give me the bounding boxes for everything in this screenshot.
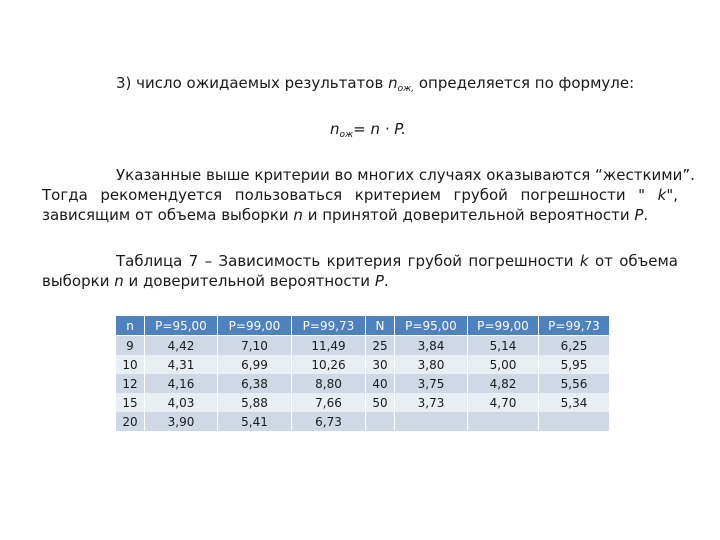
table-cell: 4,70 xyxy=(468,393,539,412)
paragraph-line-2 xyxy=(42,186,678,204)
table-cell: 3,80 xyxy=(395,355,468,374)
header-cell: P=99,00 xyxy=(468,316,539,336)
header-cell: P=95,00 xyxy=(145,316,218,336)
paragraph-line-2-end: ", xyxy=(666,186,678,204)
table-cell: 50 xyxy=(366,393,395,412)
table-cell xyxy=(395,412,468,431)
formula-intro-subscript: ож, xyxy=(397,84,415,94)
table-row xyxy=(116,412,610,431)
criterion-table xyxy=(116,316,610,431)
paragraph-line-3-a: зависящим от объема выборки xyxy=(42,206,294,224)
paragraph-line-3 xyxy=(42,206,648,224)
table-header-row xyxy=(116,316,610,336)
table-caption-line-1 xyxy=(116,252,678,270)
paragraph-line-1: Указанные выше критерии во многих случаях оказываются “жесткими”. xyxy=(116,166,695,184)
header-cell: P=99,73 xyxy=(292,316,366,336)
table-cell: 7,66 xyxy=(292,393,366,412)
table-cell: 5,41 xyxy=(218,412,292,431)
table-caption-line-2 xyxy=(42,272,389,290)
table-caption-var-p: P xyxy=(374,272,384,290)
table-cell: 3,75 xyxy=(395,374,468,393)
table-cell: 30 xyxy=(366,355,395,374)
table-cell: 7,10 xyxy=(218,336,292,356)
table-cell: 6,25 xyxy=(539,336,610,356)
table-cell xyxy=(539,412,610,431)
table-cell: 6,73 xyxy=(292,412,366,431)
table-cell: 3,73 xyxy=(395,393,468,412)
table-cell: 20 xyxy=(116,412,145,431)
table-cell: 40 xyxy=(366,374,395,393)
table-row xyxy=(116,393,610,412)
header-cell: n xyxy=(116,316,145,336)
table-caption-line-2-a: выборки xyxy=(42,272,115,290)
formula xyxy=(330,120,406,144)
table-caption-var-n: n xyxy=(114,272,124,290)
table-cell: 5,56 xyxy=(539,374,610,393)
table-cell: 25 xyxy=(366,336,395,356)
formula-rhs: = n · P. xyxy=(353,120,407,138)
header-cell: P=99,73 xyxy=(539,316,610,336)
paragraph-line-3-c: . xyxy=(643,206,649,224)
table-caption-text: Таблица 7 – Зависимость критерия грубой погрешности xyxy=(116,252,580,270)
table-cell: 4,16 xyxy=(145,374,218,393)
table-cell xyxy=(468,412,539,431)
table-cell: 8,80 xyxy=(292,374,366,393)
formula-intro-before: 3) число ожидаемых результатов xyxy=(116,74,389,92)
table-caption-line-2-b: и доверительной вероятности xyxy=(123,272,375,290)
paragraph-line-3-b: и принятой доверительной вероятности xyxy=(302,206,635,224)
paragraph-line-3-var-p: P xyxy=(634,206,644,224)
table-caption-variable: k xyxy=(579,252,589,270)
table-cell: 4,42 xyxy=(145,336,218,356)
header-cell: P=95,00 xyxy=(395,316,468,336)
formula-intro-after: определяется по формуле: xyxy=(414,74,635,92)
table-cell: 4,82 xyxy=(468,374,539,393)
table-cell: 5,34 xyxy=(539,393,610,412)
table-row xyxy=(116,374,610,393)
table-cell: 9 xyxy=(116,336,145,356)
formula-lhs-variable: n xyxy=(330,120,340,138)
table-cell: 12 xyxy=(116,374,145,393)
formula-intro-variable: n xyxy=(388,74,398,92)
table-cell: 10,26 xyxy=(292,355,366,374)
table-caption-line-2-c: . xyxy=(383,272,389,290)
table-cell: 5,88 xyxy=(218,393,292,412)
paragraph-line-2-text: Тогда рекомендуется пользоваться критерием грубой погрешности " xyxy=(42,186,658,204)
table-row xyxy=(116,355,610,374)
formula-lhs-subscript: ож xyxy=(339,130,354,140)
table-cell: 5,00 xyxy=(468,355,539,374)
table-cell: 4,03 xyxy=(145,393,218,412)
table-cell: 3,90 xyxy=(145,412,218,431)
paragraph-line-2-variable: k xyxy=(657,186,667,204)
table-cell: 15 xyxy=(116,393,145,412)
table-cell: 5,95 xyxy=(539,355,610,374)
table-cell: 6,99 xyxy=(218,355,292,374)
table-cell: 4,31 xyxy=(145,355,218,374)
table-cell: 11,49 xyxy=(292,336,366,356)
table-cell: 3,84 xyxy=(395,336,468,356)
table-caption-end: от объема xyxy=(588,252,679,270)
table-cell: 5,14 xyxy=(468,336,539,356)
header-cell: N xyxy=(366,316,395,336)
table-cell: 6,38 xyxy=(218,374,292,393)
header-cell: P=99,00 xyxy=(218,316,292,336)
table-row xyxy=(116,336,610,356)
table-cell: 10 xyxy=(116,355,145,374)
table-cell xyxy=(366,412,395,431)
paragraph-line-3-var-n: n xyxy=(293,206,303,224)
formula-intro-text xyxy=(116,74,634,98)
